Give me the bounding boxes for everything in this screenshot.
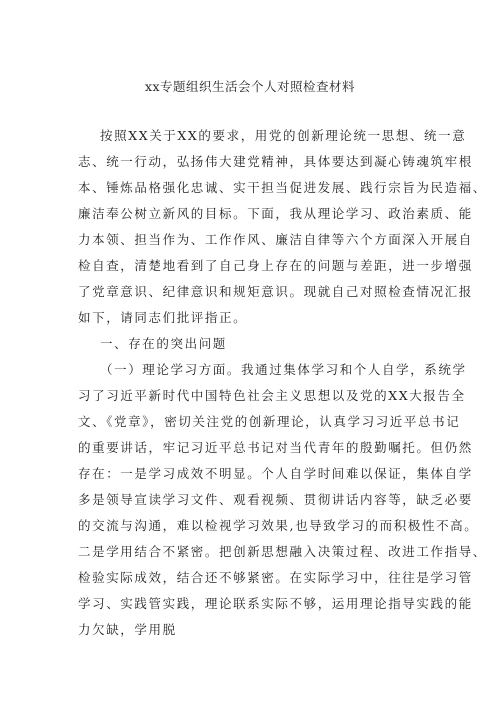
paragraph-line: 如下，请同志们批评指正。	[78, 310, 248, 325]
document-title: xx专题组织生活会个人对照检查材料	[144, 79, 356, 94]
paragraph-line: 检自查，清楚地看到了自己身上存在的问题与差距，进一步增强	[78, 258, 473, 273]
paragraph-line: 的重要讲话，牢记习近平总书记对当代青年的殷勤嘱托。但仍然	[78, 440, 473, 455]
paragraph-line: 的交流与沟通，难以检视学习效果,也导致学习的而积极性不高。	[78, 518, 479, 533]
paragraph-line: 习了习近平新时代中国特色社会主义思想以及党的XX大报告全	[78, 388, 466, 403]
paragraph-line: 志、统一行动，弘扬伟大建党精神，具体要达到凝心铸魂筑牢根	[78, 154, 473, 169]
paragraph-line: 多是领导宣读学习文件、观看视频、贯彻讲话内容等，缺乏必要	[78, 492, 473, 507]
section-heading: 一、存在的突出问题	[100, 336, 227, 351]
paragraph-line: 本、锤炼品格强化忠诚、实干担当促进发展、践行宗旨为民造福、	[78, 180, 487, 195]
paragraph-line: （一）理论学习方面。我通过集体学习和个人自学，系统学	[100, 362, 467, 377]
paragraph-line: 了党章意识、纪律意识和规矩意识。现就自己对照检查情况汇报	[78, 284, 473, 299]
paragraph-line: 检验实际成效，结合还不够紧密。在实际学习中，往往是学习管	[78, 570, 473, 585]
paragraph-line: 学习、实践管实践，理论联系实际不够，运用理论指导实践的能	[78, 596, 473, 611]
paragraph-line: 廉洁奉公树立新风的目标。下面，我从理论学习、政治素质、能	[78, 206, 473, 221]
paragraph-line: 力欠缺，学用脱	[78, 622, 177, 637]
paragraph-line: 二是学用结合不紧密。把创新思想融入决策过程、改进工作指导、	[78, 544, 487, 559]
paragraph-line: 按照XX关于XX的要求，用党的创新理论统一思想、统一意	[100, 128, 467, 143]
paragraph-line: 存在：一是学习成效不明显。个人自学时间难以保证，集体自学	[78, 466, 473, 481]
paragraph-line: 力本领、担当作为、工作作风、廉洁自律等六个方面深入开展自	[78, 232, 473, 247]
paragraph-line: 文、《党章》，密切关注党的创新理论，认真学习习近平总书记	[78, 414, 461, 429]
